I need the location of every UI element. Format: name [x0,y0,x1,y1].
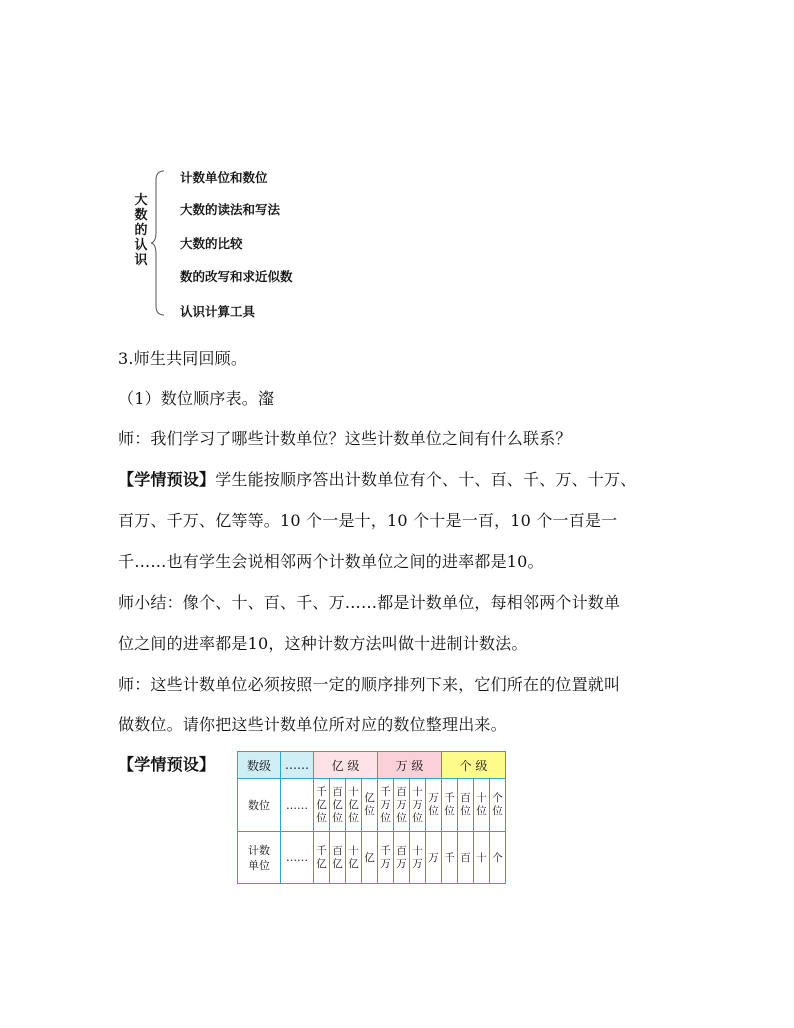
mindmap-root-char: 认 [134,238,148,253]
subheading [118,386,274,409]
table-cell: 十 亿 [346,832,362,884]
mindmap-brace [150,170,166,316]
mindmap-root-char: 大 [134,193,148,208]
teacher-instruction: 做数位。请你把这些计数单位所对应的数位整理出来。 [118,715,507,734]
table-cell: 百 万 [394,832,410,884]
table-cell: 亿 [362,832,378,884]
table-cell: 百 亿 位 [330,779,346,832]
table-cell: 十 亿 位 [346,779,362,832]
row-dots: …… [281,832,314,884]
table-cell: 十 位 [474,779,490,832]
prediction-line [118,467,636,490]
table-cell: 万 [426,832,442,884]
mindmap-item: 认识计算工具 [180,304,256,319]
row-label: 数位 [238,779,281,832]
place-value-table [237,751,506,884]
wan-level-header: 万 级 [378,752,442,779]
table-cell: 个 位 [490,779,506,832]
mindmap-item: 数的改写和求近似数 [180,269,293,284]
step-heading: 3.师生共同回顾。 [118,349,248,368]
table-cell: 亿 位 [362,779,378,832]
table-cell: 千 位 [442,779,458,832]
prediction-label: 【学情预设】 [118,470,216,489]
table-row [238,779,506,832]
table-cell: 百 位 [458,779,474,832]
mindmap-root-char: 数 [134,208,148,223]
mindmap-root-char: 识 [134,253,148,268]
row-dots: …… [281,779,314,832]
table-cell: 千 万 [378,832,394,884]
prediction-label: 【学情预设】 [118,755,216,774]
table-row [238,832,506,884]
subheading-mark: 瀣 [257,389,275,408]
table-cell: 百 万 位 [394,779,410,832]
table-cell: 十 万 位 [410,779,426,832]
mindmap-root [133,193,149,268]
prediction-line: 千……也有学生会说相邻两个计数单位之间的进率都是10。 [118,552,544,571]
prediction-text: 学生能按顺序答出计数单位有个、十、百、千、万、十万、 [215,470,637,489]
table-cell: 百 亿 [330,832,346,884]
mindmap-item: 大数的读法和写法 [180,202,281,217]
ge-level-header: 个 级 [442,752,506,779]
table-cell: 个 [490,832,506,884]
yi-level-header: 亿 级 [314,752,378,779]
subheading-text: （1）数位顺序表。 [118,389,258,408]
table-cell: 千 [442,832,458,884]
table-cell: 十 万 [410,832,426,884]
header-label: 数级 [238,752,281,779]
mindmap-item: 计数单位和数位 [180,170,268,185]
table-cell: 百 [458,832,474,884]
summary-line: 位之间的进率都是10，这种计数方法叫做十进制计数法。 [118,634,528,653]
table-row [238,752,506,779]
header-dots: …… [281,752,314,779]
prediction-line: 百万、千万、亿等等。10 个一是十，10 个十是一百，10 个一百是一 [118,511,618,530]
table-cell: 十 [474,832,490,884]
summary-line: 师小结：像个、十、百、千、万……都是计数单位，每相邻两个计数单 [118,593,621,612]
teacher-instruction: 师：这些计数单位必须按照一定的顺序排列下来，它们所在的位置就叫 [118,675,621,694]
mindmap-root-char: 的 [134,223,148,238]
teacher-question: 师：我们学习了哪些计数单位？这些计数单位之间有什么联系？ [118,429,572,448]
table-cell: 千 万 位 [378,779,394,832]
row-label: 计数 单位 [238,832,281,884]
table-cell: 千 亿 [314,832,330,884]
table-cell: 千 亿 位 [314,779,330,832]
mindmap-item: 大数的比较 [180,236,243,251]
table-cell: 万 位 [426,779,442,832]
